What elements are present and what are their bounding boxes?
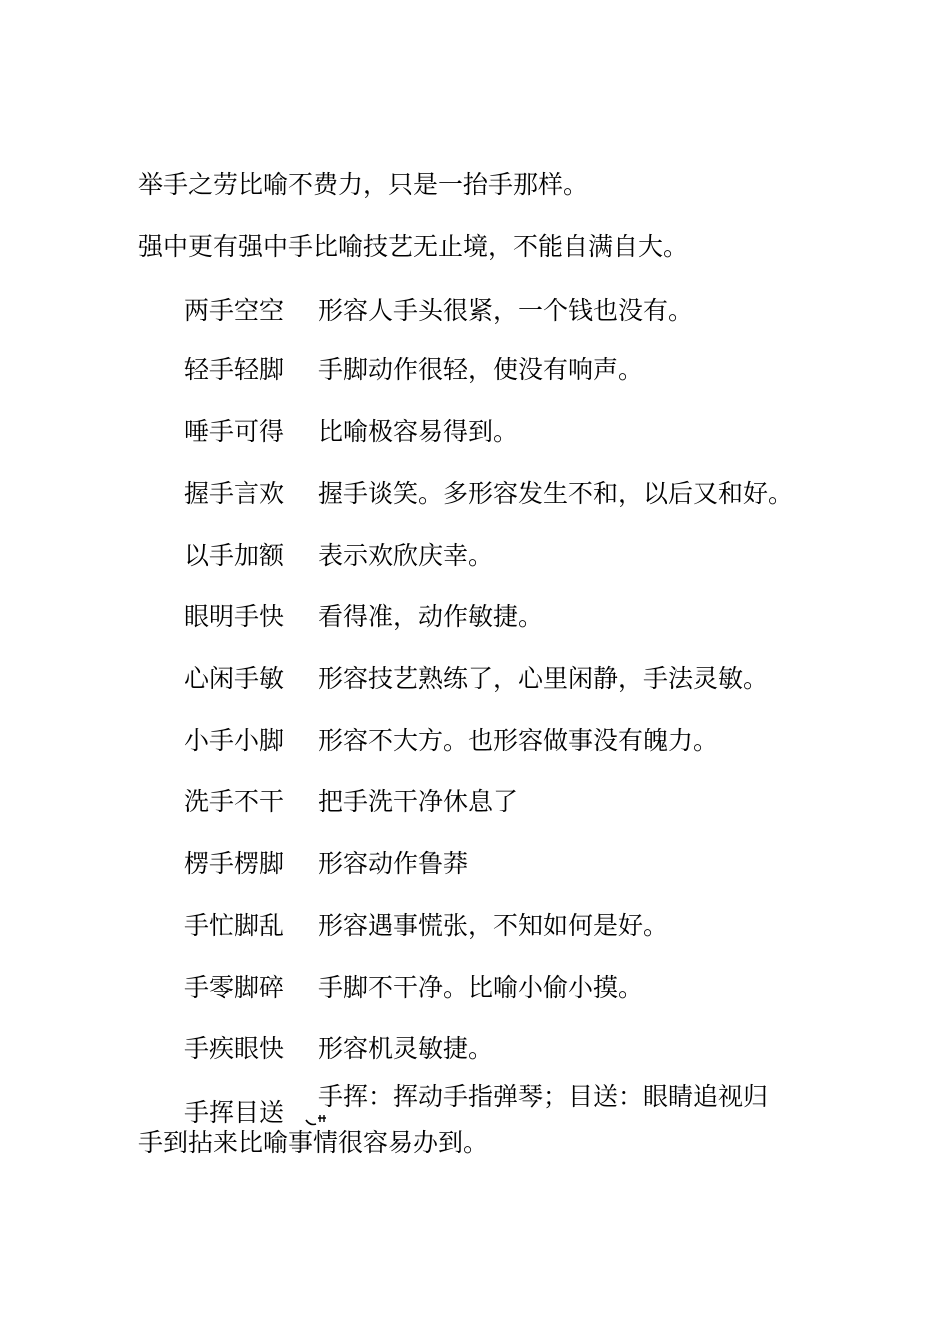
idiom-term: 唾手可得 [184,417,285,446]
idiom-definition: 形容动作鲁莽 [318,849,469,878]
idiom-term: 手挥目送 [184,1098,285,1127]
idiom-term: 两手空空 [184,296,285,325]
idiom-term: 手零脚碎 [184,973,285,1002]
closing-line: 手到拈来比喻事情很容易办到。 [138,1128,489,1157]
idiom-definition: 把手洗干净休息了 [318,787,519,816]
idiom-definition: 比喻极容易得到。 [318,417,519,446]
idiom-definition: 手脚动作很轻，使没有响声。 [318,355,644,384]
clipped-glyph-fragment [304,1114,330,1128]
idiom-definition: 形容技艺熟练了，心里闲静，手法灵敏。 [318,664,769,693]
idiom-definition: 形容遇事慌张，不知如何是好。 [318,911,669,940]
idiom-definition: 形容不大方。也形容做事没有魄力。 [318,726,719,755]
idiom-definition: 表示欢欣庆幸。 [318,541,494,570]
idiom-term: 以手加额 [184,541,285,570]
idiom-term: 握手言欢 [184,479,285,508]
idiom-definition: 形容人手头很紧，一个钱也没有。 [318,296,694,325]
idiom-term: 手疾眼快 [184,1034,285,1063]
idiom-term: 眼明手快 [184,602,285,631]
idiom-term: 手忙脚乱 [184,911,285,940]
idiom-term: 心闲手敏 [184,664,285,693]
idiom-definition: 手挥：挥动手指弹琴；目送：眼睛追视归 [318,1082,769,1111]
idiom-term: 小手小脚 [184,726,285,755]
intro-line: 举手之劳比喻不费力，只是一抬手那样。 [138,170,589,199]
idiom-term: 轻手轻脚 [184,355,285,384]
idiom-definition: 看得准，动作敏捷。 [318,602,544,631]
idiom-definition: 手脚不干净。比喻小偷小摸。 [318,973,644,1002]
idiom-term: 楞手楞脚 [184,849,285,878]
idiom-term: 洗手不干 [184,787,285,816]
idiom-definition: 握手谈笑。多形容发生不和，以后又和好。 [318,479,794,508]
intro-line: 强中更有强中手比喻技艺无止境，不能自满自大。 [138,232,689,261]
idiom-definition: 形容机灵敏捷。 [318,1034,494,1063]
